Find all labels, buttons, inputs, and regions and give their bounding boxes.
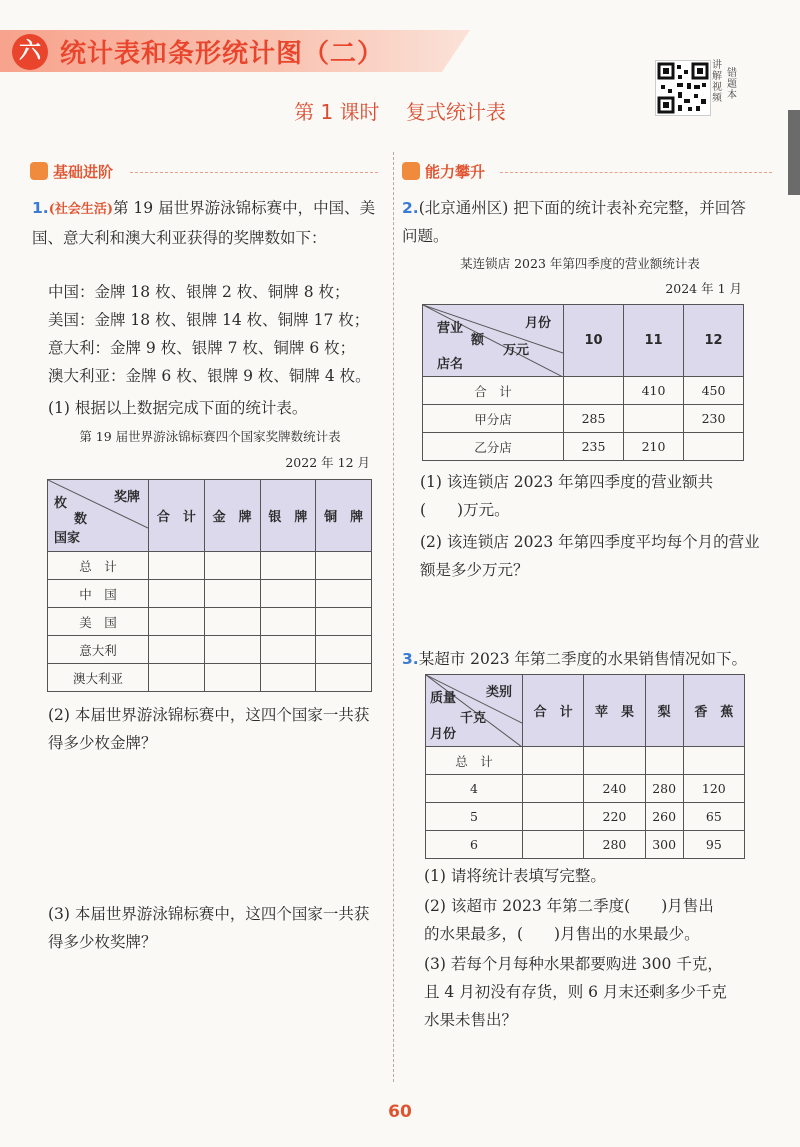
medal-table xyxy=(47,479,372,692)
medal-line-australia: 澳大利亚：金牌 6 枚、银牌 9 枚、铜牌 4 枚。 xyxy=(48,367,371,385)
table-row: 合 计 410 450 xyxy=(423,377,744,405)
fruit-sales-table xyxy=(425,674,745,859)
question-1-sub3: (3) 本届世界游泳锦标赛中，这四个国家一共获得多少枚奖牌？ xyxy=(48,905,370,951)
table-row: 5 220 260 65 xyxy=(426,803,745,831)
blank-cell[interactable] xyxy=(523,775,584,803)
table-row: 美 国 xyxy=(48,608,372,636)
table-1-caption: 第 19 届世界游泳锦标赛四个国家奖牌数统计表 xyxy=(79,429,341,444)
blank-cell[interactable] xyxy=(316,636,372,664)
page-number: 60 xyxy=(388,1102,412,1122)
column-divider xyxy=(393,152,394,1082)
blank-cell[interactable] xyxy=(316,580,372,608)
question-2-sub1: (1) 该连锁店 2023 年第四季度的营业额共 ( )万元。 xyxy=(420,473,714,519)
blank-cell[interactable] xyxy=(683,747,744,775)
section-heading-basic: 基础进阶 xyxy=(30,161,113,182)
blank-cell[interactable] xyxy=(523,831,584,859)
blank-cell[interactable] xyxy=(584,747,645,775)
section-heading-advanced: 能力攀升 xyxy=(402,161,485,182)
table-row: 中 国 xyxy=(48,580,372,608)
question-3-sub1: (1) 请将统计表填写完整。 xyxy=(424,867,606,885)
blank-cell[interactable] xyxy=(624,405,684,433)
blank-cell[interactable] xyxy=(260,608,316,636)
qr-label-mistakes: 错题本 xyxy=(727,68,737,101)
blank-cell[interactable] xyxy=(564,377,624,405)
blank-cell[interactable] xyxy=(204,636,260,664)
question-2-intro: 2.(北京通州区) 把下面的统计表补充完整，并回答问题。 xyxy=(402,199,746,245)
column-header: 梨 xyxy=(645,675,683,747)
table-diagonal-header: 月份 营业 额 万元 店名 xyxy=(423,305,564,377)
climbing-figure-icon xyxy=(402,162,420,180)
column-header: 苹 果 xyxy=(584,675,645,747)
lesson-title: 复式统计表 xyxy=(405,100,506,124)
question-number: 2. xyxy=(402,199,419,217)
blank-cell[interactable] xyxy=(149,580,205,608)
blank-cell[interactable] xyxy=(149,608,205,636)
column-header: 金 牌 xyxy=(204,480,260,552)
question-tag: (社会生活) xyxy=(48,202,113,217)
column-header: 11 xyxy=(624,305,684,377)
column-header: 10 xyxy=(564,305,624,377)
page-edge-shadow xyxy=(788,110,800,195)
column-header: 银 牌 xyxy=(260,480,316,552)
column-header: 合 计 xyxy=(523,675,584,747)
question-number: 3. xyxy=(402,650,419,668)
column-header: 铜 牌 xyxy=(316,480,372,552)
table-1-date: 2022 年 12 月 xyxy=(285,455,370,470)
table-row: 澳大利亚 xyxy=(48,664,372,692)
blank-cell[interactable] xyxy=(204,552,260,580)
table-row: 意大利 xyxy=(48,636,372,664)
blank-cell[interactable] xyxy=(523,803,584,831)
medal-data-list xyxy=(48,278,383,390)
blank-cell[interactable] xyxy=(149,552,205,580)
section-underline xyxy=(130,172,378,173)
revenue-table xyxy=(422,304,744,461)
blank-cell[interactable] xyxy=(204,664,260,692)
blank-cell[interactable] xyxy=(204,608,260,636)
medal-line-usa: 美国：金牌 18 枚、银牌 14 枚、铜牌 17 枚； xyxy=(48,311,370,329)
column-header: 香 蕉 xyxy=(683,675,744,747)
table-2-date: 2024 年 1 月 xyxy=(665,281,742,296)
table-row: 总 计 xyxy=(426,747,745,775)
blank-cell[interactable] xyxy=(260,580,316,608)
table-row: 总 计 xyxy=(48,552,372,580)
table-diagonal-header: 奖牌 枚 数 国家 xyxy=(48,480,149,552)
question-2-sub2: (2) 该连锁店 2023 年第四季度平均每个月的营业额是多少万元？ xyxy=(420,533,760,579)
medal-line-italy: 意大利：金牌 9 枚、银牌 7 枚、铜牌 6 枚； xyxy=(48,339,356,357)
section-underline xyxy=(500,172,772,173)
unit-title: 统计表和条形统计图（二） xyxy=(60,39,385,69)
question-1-sub2: (2) 本届世界游泳锦标赛中，这四个国家一共获得多少枚金牌？ xyxy=(48,706,370,752)
table-row: 4 240 280 120 xyxy=(426,775,745,803)
medal-line-china: 中国：金牌 18 枚、银牌 2 枚、铜牌 8 枚； xyxy=(48,283,350,301)
question-1-sub1: (1) 根据以上数据完成下面的统计表。 xyxy=(48,399,308,417)
table-row: 6 280 300 95 xyxy=(426,831,745,859)
column-header: 12 xyxy=(684,305,744,377)
blank-cell[interactable] xyxy=(260,636,316,664)
question-number: 1. xyxy=(32,199,49,217)
qr-code-icon[interactable] xyxy=(655,60,711,116)
table-row: 乙分店 235 210 xyxy=(423,433,744,461)
blank-cell[interactable] xyxy=(316,664,372,692)
blank-cell[interactable] xyxy=(149,636,205,664)
blank-cell[interactable] xyxy=(204,580,260,608)
blank-cell[interactable] xyxy=(316,552,372,580)
qr-label-video: 讲解视频 xyxy=(712,60,722,104)
table-diagonal-header: 类别 质量 千克 月份 xyxy=(426,675,523,747)
question-3-sub2: (2) 该超市 2023 年第二季度( )月售出 的水果最多，( )月售出的水果最少。 xyxy=(424,897,714,943)
blank-cell[interactable] xyxy=(684,433,744,461)
blank-cell[interactable] xyxy=(149,664,205,692)
blank-cell[interactable] xyxy=(260,552,316,580)
blank-cell[interactable] xyxy=(645,747,683,775)
running-figure-icon xyxy=(30,162,48,180)
lesson-number: 第 1 课时 xyxy=(294,100,380,124)
question-3-intro: 3.某超市 2023 年第二季度的水果销售情况如下。 xyxy=(402,650,747,668)
blank-cell[interactable] xyxy=(523,747,584,775)
unit-number-badge: 六 xyxy=(12,34,48,70)
column-header: 合 计 xyxy=(149,480,205,552)
question-3-sub3: (3) 若每个月每种水果都要购进 300 千克， 且 4 月初没有存货，则 6 月末还剩多少千克 水果未售出？ xyxy=(424,955,727,1029)
question-1-intro: 1.(社会生活)第 19 届世界游泳锦标赛中，中国、美国、意大利和澳大利亚获得的奖牌数如下： xyxy=(32,199,376,247)
table-row: 甲分店 285 230 xyxy=(423,405,744,433)
table-2-caption: 某连锁店 2023 年第四季度的营业额统计表 xyxy=(460,256,700,271)
blank-cell[interactable] xyxy=(316,608,372,636)
blank-cell[interactable] xyxy=(260,664,316,692)
